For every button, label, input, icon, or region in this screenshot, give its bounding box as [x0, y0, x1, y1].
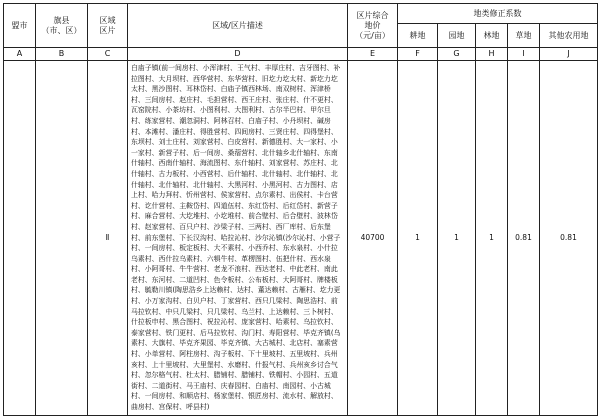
header-correction-group: 地类修正系数	[398, 4, 598, 24]
cell-forest: 1	[476, 61, 508, 416]
header-grassland: 草地	[508, 24, 540, 48]
letter-j: J	[540, 48, 598, 61]
header-mengshi: 盟市	[4, 4, 36, 48]
header-cropland: 耕地	[398, 24, 438, 48]
cell-orchard: 1	[438, 61, 476, 416]
letter-c: C	[88, 48, 128, 61]
header-price: 区片综合 地价 （元/亩）	[348, 4, 398, 48]
letter-e: E	[348, 48, 398, 61]
header-description: 区域/区片描述	[128, 4, 348, 48]
header-quyu: 区域 区片	[88, 4, 128, 48]
land-price-table	[3, 3, 598, 416]
letter-i: I	[508, 48, 540, 61]
cell-description: 白庙子镇(前一间房村、小浑津村、王气村、丰厚庄村、吉牙图村、补拉图村、大月坝村、西华营村、东华营村、旧圪力圪太村、新圪力圪太村、黑沙图村、耳林岱村、白庙子镇西林场、南双树村、浑津桥村、三间房村、赵庄村、毛担营村、西王庄村、张庄村、什不更村、瓦窑院村、小茶坊村、小图利村、大图利村、古尔半巴村、甲尔旦村、练家营村、潮忽洞村、阿林召村、白庙子村、小丹坝村、碱房村、本滩村、潘庄村、得胜营村、四间房村、三贤庄村、四得堡村、东坝村、刘士庄村、刘家营村、白皮营村、新德胜村、大一家村、小一家村、新营子村、后一间房、桑蓿营村、北什轴乡北什轴村、东南什轴村、西南什轴村、海流图村、东什轴村、刘家营村、苏庄村、北什轴村、古力板村、小西营村、后什轴村、北什轴村、北什轴村、北什轴村、北什轴村、北什轴村、大黑河村、小黑河村、古力图村、店上村、哈力拜村、忻州营村、侯家营村、点尔素村、出侯村、卡台营村、讫什营村、主鞍岱村、四道伍村、东红岱村、后红岱村、新营子村、麻合营村、大圪堆村、小圪堆村、前合壁村、后合壁村、波林岱村、赵家营村、百只户村、沙梁子村、三两村、西厂库村、后东堡村、前东堡村、下长汉沟村、哈拉沁村、沙尔沁镇(沙尔沁村、小营子村、一间房村、板定板村、大不素村、小西乔村、东水泉村、小什拉乌素村、西什拉乌素村、六犋牛村、革楞图村、伍把什村、西水泉村、小阿哥村、牛牛营村、老龙不浪村、西达老村、中此老村、南此老村、东河村、二道凹村、色令板村、公布板村、大阿哥村、牌楼板村、毓勒川镇(陶思浩乡上达赖村、达村、董达赖村、古雁村、圪力更村、小万家沟村、白贝户村、丁家营村、西只几梁村、陶思浩村、前马拉钦村、中只几梁村、只几梁村、乌兰村、上达赖村、三卜树村、什拉板申村、黑合图村、祝拉沁村、庞家营村、哈素村、乌拉钦村、泰家营村、铁门更村、后马拉钦村、沟门村、寿阳营村、毕克齐镇(乌素村、大旗村、毕克齐果园、毕克齐镇、大古城村、北店村、塞素营村、小单营村、阿柱房村、沟子板村、下十里坡村、五里坡村、兵州亥村、上十里坡村、大里堡村、水磨村、什报气村、兵州亥乡讨合气村、忽尔格气村、杜太村、腊铺村、腊铺村、铁帽村、小园村、五道街村、二道街村、马王庙村、庆春园村、白庙村、南园村、小古城村、一间房村、和顺店村、杨家堡村、银匠房村、流水村、解放村、曲房村、宫保村、呼县村)	[128, 61, 348, 416]
header-other: 其他农用地	[540, 24, 598, 48]
header-forest: 林地	[476, 24, 508, 48]
cell-mengshi	[4, 61, 36, 416]
letter-g: G	[438, 48, 476, 61]
cell-price: 40700	[348, 61, 398, 416]
header-orchard: 园地	[438, 24, 476, 48]
letter-b: B	[36, 48, 88, 61]
letter-d: D	[128, 48, 348, 61]
cell-quyu: Ⅱ	[88, 61, 128, 416]
header-qixian: 旗县 （市、区）	[36, 4, 88, 48]
letter-f: F	[398, 48, 438, 61]
cell-grassland: 0.81	[508, 61, 540, 416]
cell-other: 0.81	[540, 61, 598, 416]
letter-h: H	[476, 48, 508, 61]
cell-qixian	[36, 61, 88, 416]
letter-a: A	[4, 48, 36, 61]
cell-cropland: 1	[398, 61, 438, 416]
